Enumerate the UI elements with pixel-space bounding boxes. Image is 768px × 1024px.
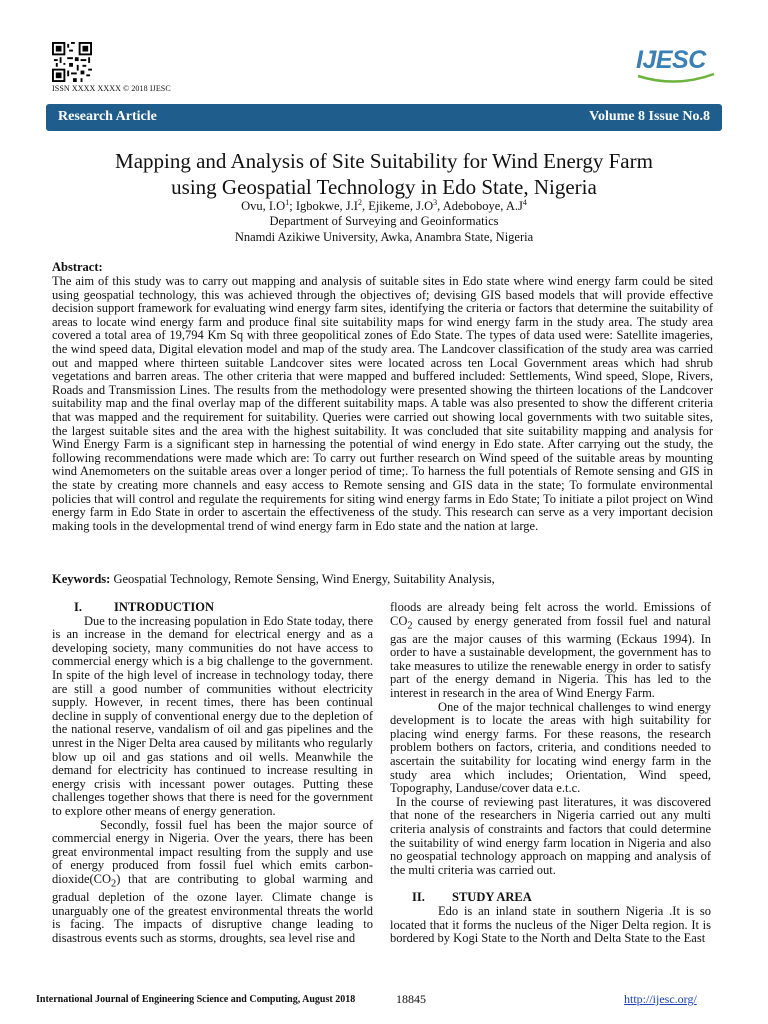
author-affiliation: 4 xyxy=(522,197,527,207)
section-number: II. xyxy=(412,890,425,905)
university: Nnamdi Azikiwe University, Awka, Anambra State, Nigeria xyxy=(234,230,534,244)
author-affiliation: 1 xyxy=(285,197,290,207)
right-p1-part-a: floods are already being felt across the world. Emissions of CO xyxy=(390,600,711,628)
abstract-text: The aim of this study was to carry out mapping and analysis of suitable sites in Edo state where wind energy farm could be sited using geospatial technology, this was achieved through the objectives of; devising GIS based models that will provide effective decision support framework for evaluating wind energy farm sites, identifying the criteria or factors that determine the suitability of areas to locate wind energy farm and produce final site suitability maps for wind energy farm in the study area. The study area covered a total area of 19,794 Km Sq with three geopolitical zones of Edo State. The types of data used were: Satellite imageries, the wind speed data, Digital elevation model and map of the study area. The Landcover classification of the study area was carried out and mapped where thirteen suitable Landcover sites were located across ten Local Government areas which had shrub vegetations and barren areas. The other criteria that were mapped and buffered included: Settlements, Wind speed, Slope, Rivers, Roads and Transmission Lines. The results from the methodology were presented showing the thirteen locations of the Landcover suitability map and the final overlay map of the different suitability maps. A table was also presented to show the different criteria that was mapped and the requirement for suitability. Queries were carried out showing local governments with two suitable sites, the largest suitable sites and the area with the highest suitability. It was concluded that site suitability mapping and analysis for Wind Energy Farm is a significant step in harnessing the potential of wind energy in Edo state. After carrying out the study, the following recommendations were made which are: To carry out further research on Wind speed of the suitable areas by mounting wind Anemometers on the suitable areas over a longer period of time;. To harness the full potentials of Remote sensing and GIS in the state by creating more channels and easy access to Remote sensing and GIS data in the state; To formulate environmental policies that will control and regulate the requirements for siting wind energy farms in Edo State; To initiate a pilot project on Wind energy farm in Edo State in order to ascertain the effectiveness of the study. This research can serve as a very important decision making tools in the developmental trend of wind energy farm in Edo state and the nation at large. xyxy=(52,274,713,533)
left-column xyxy=(52,601,373,945)
section-title: INTRODUCTION xyxy=(114,600,215,614)
keywords xyxy=(52,572,713,587)
right-paragraph-2: One of the major technical challenges to wind energy development is to locate the areas with high suitability for placing wind energy farms. For these reasons, the research problem bothers on factors, criteria, and conditions needed to ascertain the suitability for locating wind energy farm in the study area which includes; Orientation, Wind speed, Topography, Landuse/cover data e.t.c. xyxy=(390,699,711,796)
right-paragraph-1 xyxy=(390,601,711,701)
journal-link[interactable]: http://ijesc.org/ xyxy=(624,992,697,1006)
abstract-heading: Abstract: xyxy=(52,260,103,274)
intro-p2-part-a: Secondly, fossil fuel has been the major source of commercial energy in Nigeria. Over the years, there has been great environmental impact resulting from the supply and use of energy produced from fossil fuel which emits carbon-dioxide(CO xyxy=(52,817,373,886)
footer-journal: International Journal of Engineering Science and Computing, August 2018 xyxy=(36,994,356,1005)
section-heading-study-area xyxy=(390,891,711,905)
page-number: 18845 xyxy=(396,992,426,1006)
title-line-2: using Geospatial Technology in Edo State, Nigeria xyxy=(171,175,597,199)
author-affiliation: 3 xyxy=(433,197,438,207)
department: Department of Surveying and Geoinformatics xyxy=(269,214,499,228)
section-number: I. xyxy=(74,600,82,614)
intro-paragraph-2 xyxy=(52,819,373,946)
paper-title xyxy=(40,148,728,200)
qr-code xyxy=(52,42,92,82)
author-name: Adeboboye, A.J xyxy=(442,199,523,213)
logo-swoosh-icon xyxy=(636,72,716,86)
journal-logo xyxy=(636,46,716,86)
right-p1-part-b: caused by energy generated from fossil fuel and natural gas are the major causes of this warming (Eckaus 1994). In order to have a sustainable development, the government has to take measures to utilize the renewable energy in order to satisfy part of the energy demand in Nigeria. This has led to the interest in research in the area of Wind Energy Farm. xyxy=(390,613,711,701)
logo-text: IJESC xyxy=(636,46,706,74)
study-area-paragraph: Edo is an inland state in southern Nigeria .It is so located that it forms the nucleus of the Niger Delta region. It is bordered by Kogi State to the North and Delta State to the East xyxy=(390,903,711,946)
title-line-1: Mapping and Analysis of Site Suitability for Wind Energy Farm xyxy=(115,149,653,173)
right-column xyxy=(390,601,711,946)
author-list: Ovu, $I.O^1$; Igbokwe, $J.I^2$, Ejikeme, $J.O^3$, Adeboboye, $A.J^4$ xyxy=(241,197,527,213)
issn-text: ISSN XXXX XXXX © 2018 IJESC xyxy=(52,84,171,93)
intro-paragraph-1: Due to the increasing population in Edo State today, there is an increase in the demand for electrical energy and as a developing society, many communities do not have access to commercial energy which is a big challenge to the government. In spite of the high level of increase in technology today, there are still a good number of communities without electricity supply. However, in recent times, there has been continual decline in supply of conventional energy due to the depletion of the national reserve, vandalism of oil and gas pipelines and the unrest in the Niger Delta area caused by militants who regularly blow up oil and gas stations and oil wells. Meanwhile the demand for electricity has continued to increase resulting in energy crisis with incessant power outages. Putting these challenges together shows that there is need for the government to explore other means of energy generation. xyxy=(52,613,373,818)
author-name: Ejikeme, J.O xyxy=(368,199,434,213)
section-title: STUDY AREA xyxy=(452,890,532,905)
co2-subscript: 2 xyxy=(407,620,413,632)
keywords-list: Geospatial Technology, Remote Sensing, Wind Energy, Suitability Analysis, xyxy=(113,572,495,586)
section-heading-introduction xyxy=(52,601,373,615)
author-name: Ovu, I.O xyxy=(241,199,286,213)
keywords-label: Keywords: xyxy=(52,572,111,586)
right-paragraph-3: In the course of reviewing past literatures, it was discovered that none of the researchers in Nigeria carried out any multi criteria analysis of constraints and factors that could determine the suitability of wind energy farm location in Nigeria and also no geospatial technology approach on mapping and analysis of the multi criteria was carried out. xyxy=(390,794,711,877)
article-banner xyxy=(46,104,722,131)
author-affiliation: 2 xyxy=(357,197,362,207)
intro-p2-part-b: ) that are contributing to global warming and gradual depletion of the ozone layer. Climate change is unarguably one of the greatest environmental threats the world is facing. The impacts of disruptive change leading to disastrous events such as storms, droughts, sea level rise and xyxy=(52,871,373,945)
volume-issue: Volume 8 Issue No.8 xyxy=(589,109,710,124)
author-name: Igbokwe, J.I xyxy=(295,199,358,213)
co2-subscript: 2 xyxy=(111,878,117,890)
article-type: Research Article xyxy=(58,109,157,124)
